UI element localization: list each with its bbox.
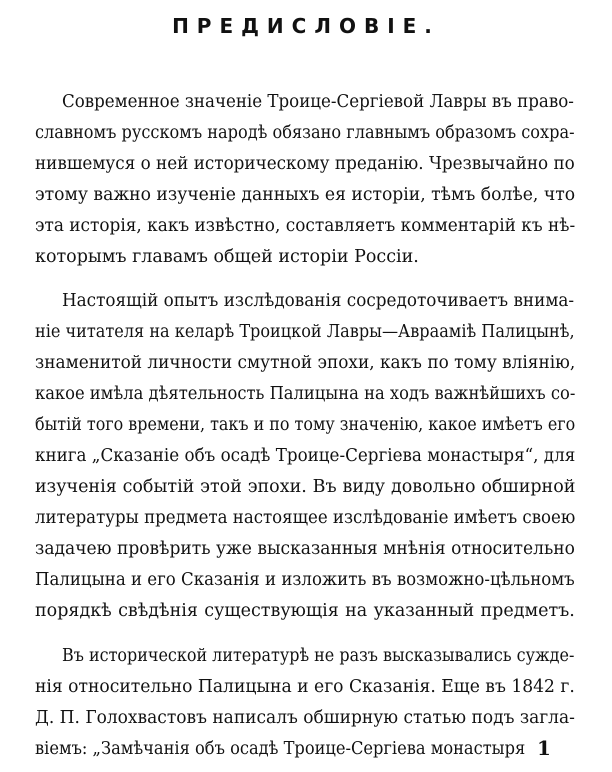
text-line: книга „Сказанiе объ осадѣ Троице-Сергiева монастыря“, для xyxy=(35,446,576,466)
text-line: задачею провѣрить уже высказанныя мнѣнiя относительно xyxy=(35,539,575,559)
text-line: Въ исторической литературѣ не разъ высказывались сужде- xyxy=(62,646,575,666)
text-line: эта исторiя, какъ извѣстно, составляетъ комментарiй къ нѣ- xyxy=(35,216,576,236)
text-line: Современное значенiе Троице-Сергiевой Лавры въ право- xyxy=(62,92,574,112)
text-line: которымъ главамъ общей исторiи Россiи. xyxy=(35,247,419,267)
text-line: нившемуся о ней историческому преданiю. Чрезвычайно по xyxy=(35,154,575,174)
text-line: этому важно изученiе данныхъ ея исторiи, тѣмъ болѣе, что xyxy=(35,185,576,205)
text-line: Палицына и его Сказанiя и изложить въ возможно-цѣльномъ xyxy=(35,570,575,590)
text-line: нiе читателя на келарѣ Троицкой Лавры—Авраамiѣ Палицынѣ, xyxy=(35,322,575,342)
page-title: ПРЕДИСЛОВIЕ. xyxy=(172,14,440,38)
page-number: 1 xyxy=(537,736,551,760)
text-line: изученiя событiй этой эпохи. Въ виду довольно обширной xyxy=(35,477,576,497)
text-line: нiя относительно Палицына и его Сказанiя. Еще въ 1842 г. xyxy=(35,677,575,697)
text-line: какое имѣла дѣятельность Палицына на ходъ важнѣйшихъ со- xyxy=(35,384,576,404)
text-line: литературы предмета настоящее изслѣдованiе имѣетъ своею xyxy=(35,508,576,528)
text-line: знаменитой личности смутной эпохи, какъ по тому влiянiю, xyxy=(35,353,576,373)
text-line: Д. П. Голохвастовъ написалъ обширную статью подъ загла- xyxy=(35,708,575,728)
text-line: бытiй того времени, такъ и по тому значенiю, какое имѣетъ его xyxy=(35,415,576,435)
text-line: порядкѣ свѣдѣнiя существующiя на указанный предметъ. xyxy=(35,601,575,621)
text-line: славномъ русскомъ народѣ обязано главнымъ образомъ сохра- xyxy=(35,123,575,143)
text-line: вiемъ: „Замѣчанiя объ осадѣ Троице-Сергiева монастыря xyxy=(35,739,526,759)
text-line: Настоящiй опытъ изслѣдованiя сосредоточиваетъ внима- xyxy=(62,291,575,311)
